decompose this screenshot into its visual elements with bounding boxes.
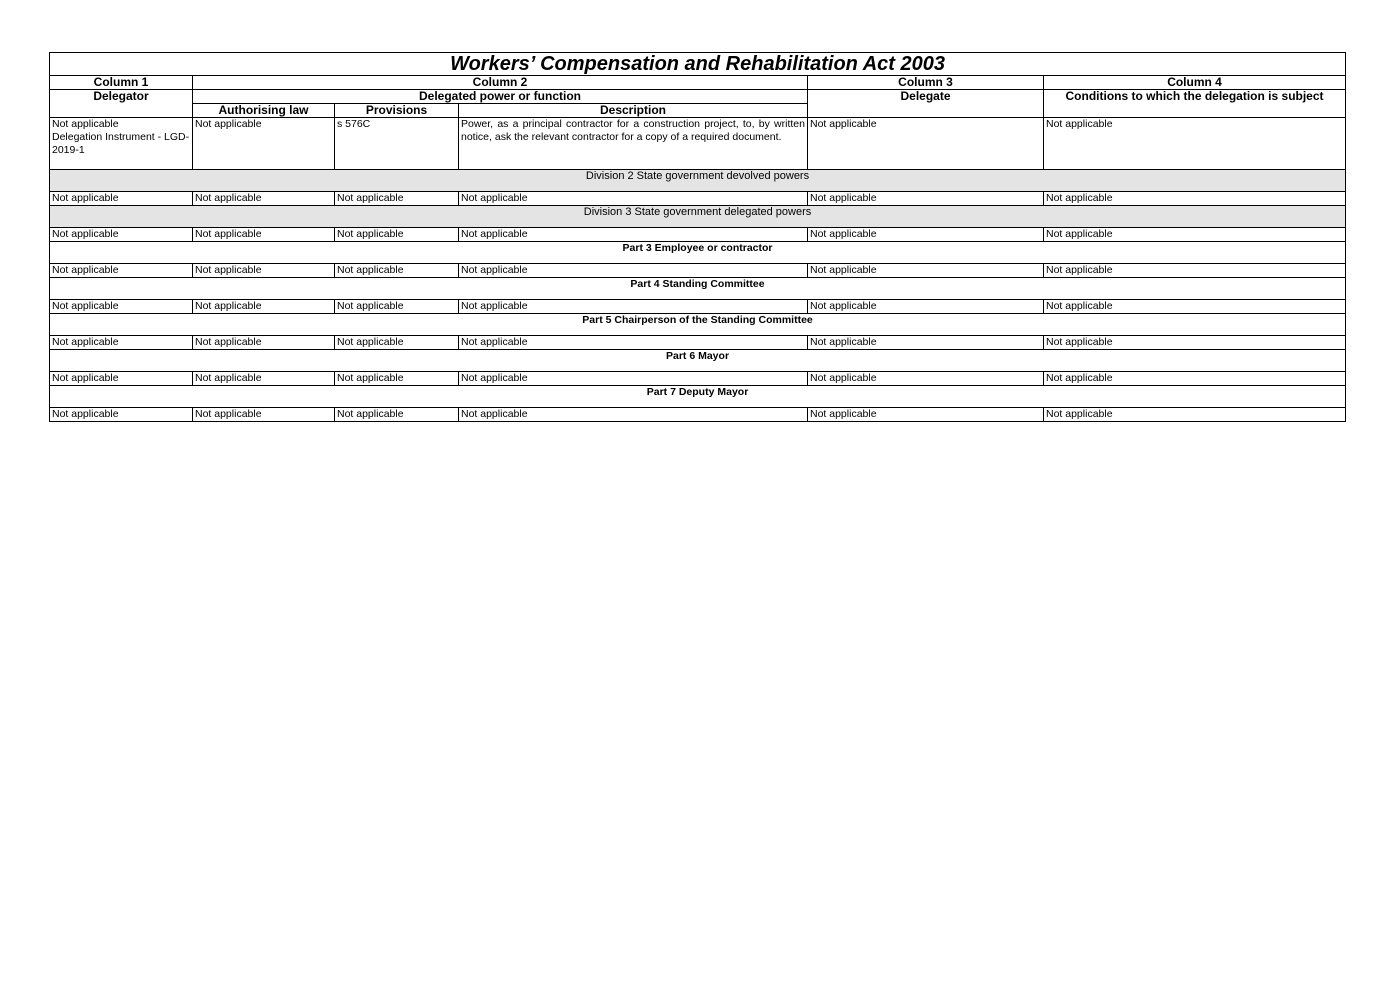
cell: Not applicable bbox=[193, 264, 335, 278]
delegation-instrument: Delegation Instrument - LGD-2019-1 bbox=[52, 131, 190, 156]
column-4-header: Column 4 bbox=[1044, 76, 1346, 90]
cell: Not applicable bbox=[335, 300, 459, 314]
cell: Not applicable bbox=[1044, 264, 1346, 278]
cell: Not applicable bbox=[459, 408, 808, 422]
section-heading: Division 2 State government devolved powers bbox=[50, 170, 1346, 192]
authorising-law-cell: Not applicable bbox=[193, 118, 335, 170]
provisions-cell: s 576C bbox=[335, 118, 459, 170]
table-title: Workers’ Compensation and Rehabilitation Act 2003 bbox=[50, 53, 1346, 76]
cell: Not applicable bbox=[193, 372, 335, 386]
cell: Not applicable bbox=[50, 372, 193, 386]
table-row bbox=[50, 372, 1346, 386]
cell: Not applicable bbox=[1044, 372, 1346, 386]
cell: Not applicable bbox=[808, 336, 1044, 350]
cell: Not applicable bbox=[50, 264, 193, 278]
section-heading: Part 4 Standing Committee bbox=[50, 278, 1346, 300]
cell: Not applicable bbox=[335, 264, 459, 278]
delegation-table bbox=[49, 52, 1346, 422]
table-row bbox=[50, 408, 1346, 422]
delegate-header: Delegate bbox=[808, 90, 1044, 118]
cell: Not applicable bbox=[1044, 408, 1346, 422]
cell: Not applicable bbox=[193, 336, 335, 350]
cell: Not applicable bbox=[50, 192, 193, 206]
authorising-law-header: Authorising law bbox=[193, 104, 335, 118]
table-row bbox=[50, 300, 1346, 314]
conditions-cell: Not applicable bbox=[1044, 118, 1346, 170]
cell: Not applicable bbox=[808, 192, 1044, 206]
cell: Not applicable bbox=[459, 336, 808, 350]
delegator-value: Not applicable bbox=[52, 118, 119, 130]
section-heading: Part 6 Mayor bbox=[50, 350, 1346, 372]
table-row bbox=[50, 264, 1346, 278]
section-heading: Division 3 State government delegated powers bbox=[50, 206, 1346, 228]
cell: Not applicable bbox=[459, 264, 808, 278]
cell: Not applicable bbox=[193, 228, 335, 242]
cell: Not applicable bbox=[50, 336, 193, 350]
cell: Not applicable bbox=[193, 192, 335, 206]
cell: Not applicable bbox=[1044, 192, 1346, 206]
cell: Not applicable bbox=[459, 300, 808, 314]
column-2-header: Column 2 bbox=[193, 76, 808, 90]
description-cell: Power, as a principal contractor for a construction project, to, by written notice, ask the relevant contractor for a copy of a required document. bbox=[459, 118, 808, 170]
provisions-header: Provisions bbox=[335, 104, 459, 118]
cell: Not applicable bbox=[1044, 336, 1346, 350]
column-3-header: Column 3 bbox=[808, 76, 1044, 90]
delegated-power-header: Delegated power or function bbox=[193, 90, 808, 104]
cell: Not applicable bbox=[50, 408, 193, 422]
cell: Not applicable bbox=[808, 372, 1044, 386]
delegate-cell: Not applicable bbox=[808, 118, 1044, 170]
section-heading: Part 3 Employee or contractor bbox=[50, 242, 1346, 264]
cell: Not applicable bbox=[1044, 300, 1346, 314]
cell: Not applicable bbox=[1044, 228, 1346, 242]
cell: Not applicable bbox=[808, 408, 1044, 422]
cell: Not applicable bbox=[335, 228, 459, 242]
section-heading: Part 7 Deputy Mayor bbox=[50, 386, 1346, 408]
cell: Not applicable bbox=[193, 408, 335, 422]
cell: Not applicable bbox=[808, 300, 1044, 314]
cell: Not applicable bbox=[50, 300, 193, 314]
cell: Not applicable bbox=[459, 228, 808, 242]
table-row bbox=[50, 336, 1346, 350]
section-heading: Part 5 Chairperson of the Standing Committee bbox=[50, 314, 1346, 336]
cell: Not applicable bbox=[808, 264, 1044, 278]
cell: Not applicable bbox=[50, 228, 193, 242]
table-row bbox=[50, 228, 1346, 242]
conditions-header: Conditions to which the delegation is subject bbox=[1044, 90, 1346, 118]
delegator-cell bbox=[50, 118, 193, 170]
cell: Not applicable bbox=[459, 372, 808, 386]
description-header: Description bbox=[459, 104, 808, 118]
delegator-header: Delegator bbox=[50, 90, 193, 118]
column-1-header: Column 1 bbox=[50, 76, 193, 90]
cell: Not applicable bbox=[335, 372, 459, 386]
cell: Not applicable bbox=[808, 228, 1044, 242]
table-row bbox=[50, 192, 1346, 206]
cell: Not applicable bbox=[335, 336, 459, 350]
cell: Not applicable bbox=[335, 192, 459, 206]
cell: Not applicable bbox=[193, 300, 335, 314]
cell: Not applicable bbox=[459, 192, 808, 206]
cell: Not applicable bbox=[335, 408, 459, 422]
table-row bbox=[50, 118, 1346, 170]
